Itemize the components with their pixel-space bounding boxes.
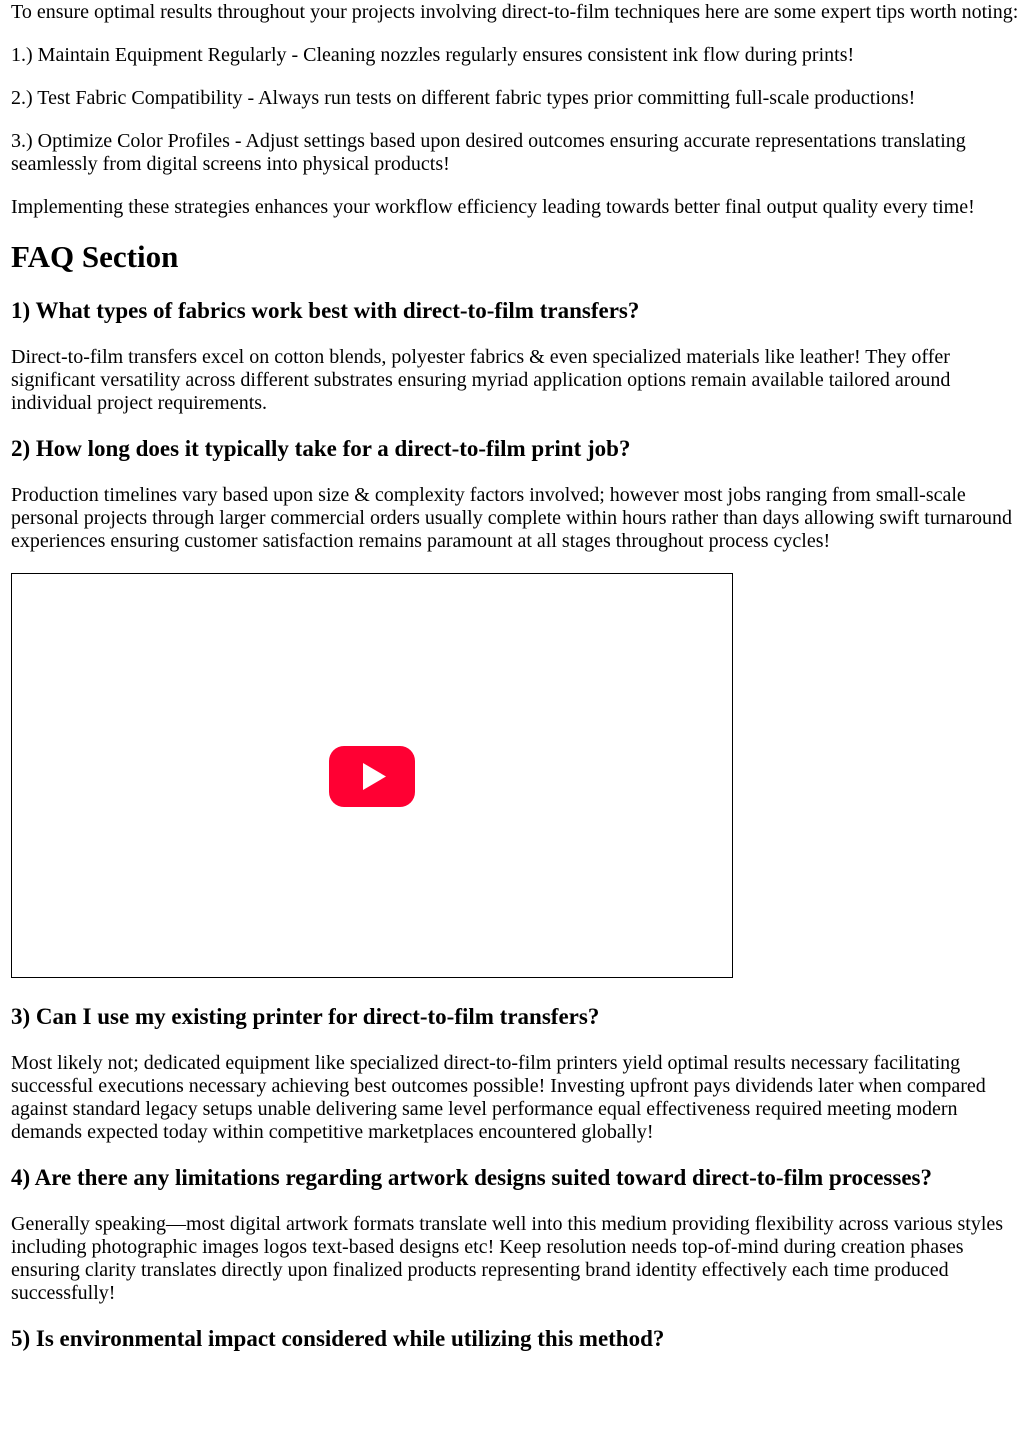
- faq-question-2: 2) How long does it typically take for a direct-to-film print job?: [11, 436, 631, 461]
- embedded-video[interactable]: [11, 573, 733, 978]
- tips-closing: Implementing these strategies enhances your workflow efficiency leading towards better final output quality every time!: [11, 196, 975, 218]
- faq-answer-1: Direct-to-film transfers excel on cotton blends, polyester fabrics & even specialized materials like leather! They offer significant versatility across different substrates ensuring myriad application options remain available tailored around individual project requirements.: [11, 346, 951, 414]
- faq-answer-3: Most likely not; dedicated equipment like specialized direct-to-film printers yield optimal results necessary facilitating successful executions necessary achieving best outcomes possible! Investing upfront pays dividends later when compared against standard legacy setups unable delivering same level performance equal effectiveness required meeting modern demands expected today within competitive marketplaces encountered globally!: [11, 1052, 986, 1143]
- faq-title: FAQ Section: [11, 239, 179, 274]
- faq-answer-2: Production timelines vary based upon size & complexity factors involved; however most jobs ranging from small-scale personal projects through larger commercial orders usually complete within hours rather than days allowing swift turnaround experiences ensuring customer satisfaction remains paramount at all stages throughout process cycles!: [11, 484, 1013, 552]
- faq-question-3: 3) Can I use my existing printer for direct-to-film transfers?: [11, 1004, 600, 1029]
- tip-2: 2.) Test Fabric Compatibility - Always run tests on different fabric types prior committing full-scale productions!: [11, 87, 916, 109]
- faq-question-4: 4) Are there any limitations regarding artwork designs suited toward direct-to-film processes?: [11, 1165, 932, 1190]
- tip-3: 3.) Optimize Color Profiles - Adjust settings based upon desired outcomes ensuring accurate representations translating seamlessly from digital screens into physical products!: [11, 130, 966, 175]
- article-content: [11, 0, 1019, 1352]
- faq-answer-4: Generally speaking—most digital artwork formats translate well into this medium providing flexibility across various styles including photographic images logos text-based designs etc! Keep resolution needs top-of-mind during creation phases ensuring clarity translates directly upon finalized products representing brand identity effectively each time produced successfully!: [11, 1213, 1004, 1304]
- tip-1: 1.) Maintain Equipment Regularly - Cleaning nozzles regularly ensures consistent ink flow during prints!: [11, 44, 855, 66]
- faq-question-5: 5) Is environmental impact considered while utilizing this method?: [11, 1326, 665, 1351]
- youtube-play-icon[interactable]: [329, 746, 415, 807]
- tips-intro: To ensure optimal results throughout your projects involving direct-to-film techniques here are some expert tips worth noting:: [11, 1, 1019, 23]
- faq-question-1: 1) What types of fabrics work best with direct-to-film transfers?: [11, 298, 640, 323]
